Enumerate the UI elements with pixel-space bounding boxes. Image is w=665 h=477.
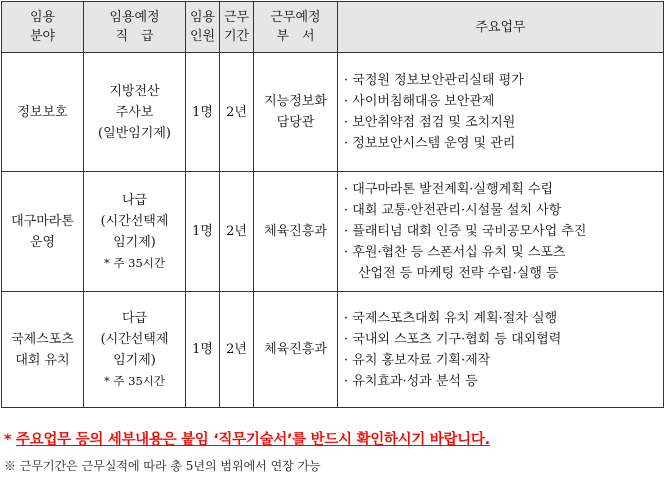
cell-field-line: 정보보호 bbox=[17, 104, 68, 120]
duty-item: · 정보보안시스템 운영 및 관리 bbox=[344, 136, 516, 151]
cell-field bbox=[2, 292, 84, 408]
cell-field-line: 국제스포츠 bbox=[11, 331, 74, 347]
duty-item: · 사이버침해대응 보안관제 bbox=[344, 94, 495, 109]
cell-position-line: 주사보 bbox=[115, 104, 154, 120]
table-row bbox=[2, 292, 664, 408]
duty-item: · 국제스포츠대회 유치 계획·절차 실행 bbox=[344, 310, 558, 326]
cell-position-hours: * 주 35시간 bbox=[103, 373, 166, 388]
important-notice bbox=[4, 428, 490, 449]
cell-period: 2년 bbox=[220, 172, 254, 292]
header-period-line1: 근무 bbox=[223, 10, 250, 25]
header-position bbox=[84, 2, 186, 53]
duty-item bbox=[344, 242, 663, 284]
header-dept-line2: 부 서 bbox=[276, 29, 315, 44]
table-row bbox=[2, 53, 664, 172]
notice-asterisk: * bbox=[4, 432, 17, 448]
header-count-line2: 인원 bbox=[189, 29, 216, 44]
duty-item: · 유치효과·성과 분석 등 bbox=[344, 373, 478, 389]
cell-field-line: 운영 bbox=[29, 234, 56, 250]
duty-item: · 대회 교통·안전관리·시설물 설치 사항 bbox=[344, 203, 562, 218]
cell-dept bbox=[254, 292, 338, 408]
cell-dept-line: 체육진흥과 bbox=[264, 224, 327, 239]
cell-position bbox=[84, 292, 186, 408]
header-count bbox=[186, 2, 220, 53]
cell-duties bbox=[338, 172, 664, 292]
header-row bbox=[2, 2, 664, 53]
duty-item: · 국내외 스포츠 기구·협회 등 대외협력 bbox=[344, 331, 562, 347]
cell-field-line: 대구마라톤 bbox=[11, 213, 74, 229]
cell-position-line: 임기제) bbox=[113, 234, 156, 250]
duty-item: · 유치 홍보자료 기획·제작 bbox=[344, 352, 491, 368]
cell-count: 1명 bbox=[186, 53, 220, 172]
header-period-line2: 기간 bbox=[223, 29, 250, 44]
cell-dept-line: 지능정보화 bbox=[264, 94, 327, 109]
recruitment-table bbox=[1, 1, 664, 408]
cell-dept bbox=[254, 53, 338, 172]
duty-item-continuation: 산업전 등 마케팅 전략 수립·실행 등 bbox=[358, 266, 559, 281]
duty-list bbox=[344, 179, 663, 284]
cell-dept bbox=[254, 172, 338, 292]
cell-position bbox=[84, 53, 186, 172]
header-count-line1: 임용 bbox=[189, 10, 216, 25]
header-field-line1: 임용 bbox=[29, 10, 56, 25]
cell-dept-line: 체육진흥과 bbox=[264, 342, 327, 357]
duty-item-line: · 후원·협찬 등 스폰서십 유치 및 스포츠 bbox=[344, 245, 566, 260]
header-field bbox=[2, 2, 84, 53]
cell-period: 2년 bbox=[220, 292, 254, 408]
header-position-line2: 직 급 bbox=[115, 29, 154, 44]
cell-position-hours: * 주 35시간 bbox=[103, 255, 166, 270]
cell-position bbox=[84, 172, 186, 292]
cell-position-line: 나급 bbox=[121, 192, 148, 208]
notice-text: 주요업무 등의 세부내용은 붙임 ‘직무기술서’를 반드시 확인하시기 바랍니다. bbox=[16, 432, 490, 448]
cell-dept-line: 담당관 bbox=[276, 115, 315, 130]
period-extension-note: ※ 근무기간은 근무실적에 따라 총 5년의 범위에서 연장 가능 bbox=[4, 459, 321, 473]
duty-item: · 국정원 정보보안관리실태 평가 bbox=[344, 73, 524, 88]
cell-field bbox=[2, 53, 84, 172]
table-row bbox=[2, 172, 664, 292]
cell-duties bbox=[338, 292, 664, 408]
header-period bbox=[220, 2, 254, 53]
cell-position-line: 지방전산 bbox=[109, 83, 160, 99]
header-dept bbox=[254, 2, 338, 53]
cell-position-line: 임기제) bbox=[113, 352, 156, 368]
cell-position-line: (일반임기제) bbox=[98, 125, 171, 141]
cell-period: 2년 bbox=[220, 53, 254, 172]
cell-count: 1명 bbox=[186, 292, 220, 408]
header-field-line2: 분야 bbox=[29, 29, 56, 44]
cell-field bbox=[2, 172, 84, 292]
header-position-line1: 임용예정 bbox=[109, 10, 160, 25]
duty-item: · 플래티넘 대회 인증 및 국비공모사업 추진 bbox=[344, 224, 587, 239]
cell-count: 1명 bbox=[186, 172, 220, 292]
cell-field-line: 대회 유치 bbox=[15, 352, 70, 368]
cell-duties bbox=[338, 53, 664, 172]
cell-position-line: (시간선택제 bbox=[100, 331, 169, 347]
header-dept-line1: 근무예정 bbox=[270, 10, 321, 25]
cell-position-line: 다급 bbox=[121, 310, 148, 326]
duty-item: · 보안취약점 점검 및 조치지원 bbox=[344, 115, 516, 130]
duty-item: · 대구마라톤 발전계획·실행계획 수립 bbox=[344, 182, 554, 197]
cell-position-line: (시간선택제 bbox=[100, 213, 169, 229]
header-duties: 주요업무 bbox=[338, 2, 664, 53]
duty-list bbox=[344, 70, 663, 154]
duty-list bbox=[344, 308, 663, 392]
